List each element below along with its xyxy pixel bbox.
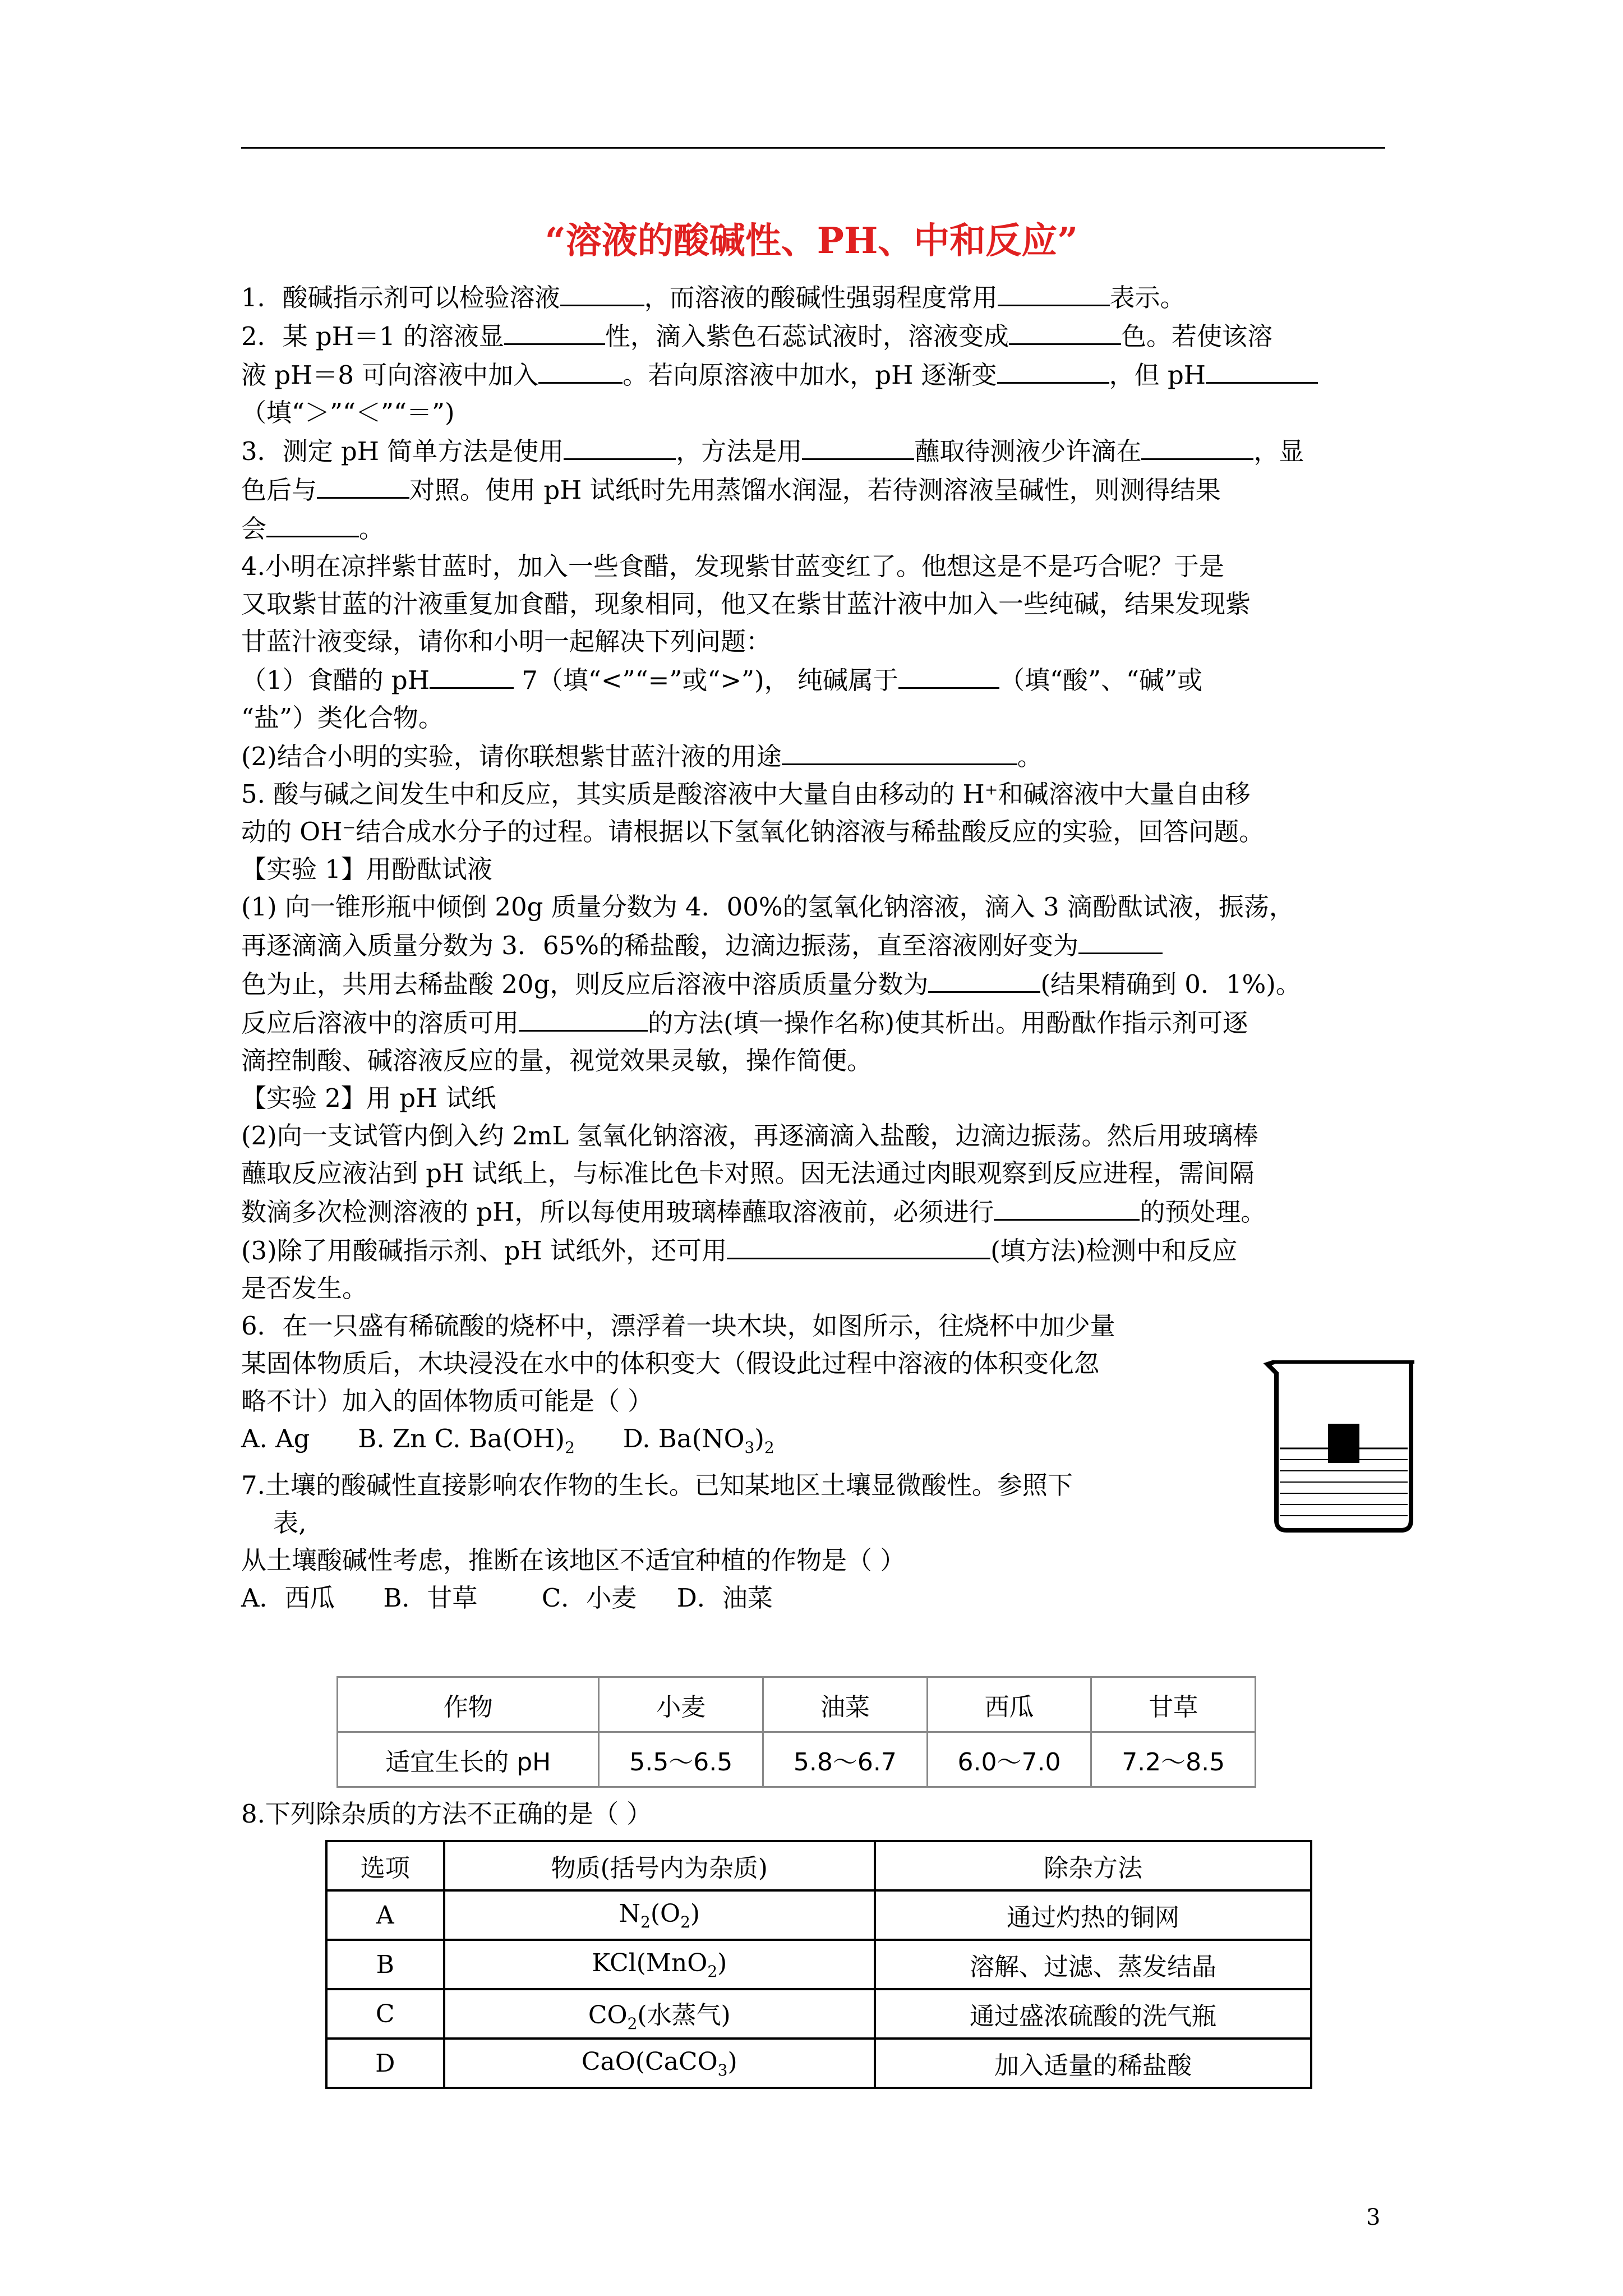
page-title: “溶液的酸碱性、PH、中和反应”	[545, 220, 1078, 262]
table-row	[338, 1677, 1256, 1732]
q5-line: 数滴多次检测溶液的 pH，所以每使用玻璃棒蘸取溶液前，必须进行 的预处理。	[241, 1192, 1385, 1231]
q4-line: 又取紫甘蓝的汁液重复加食醋，现象相同，他又在紫甘蓝汁液中加入一些纯碱，结果发现紫	[241, 589, 1251, 619]
table-row	[326, 2039, 1311, 2088]
q7-options: A．西瓜 B．甘草 C．小麦 D．油菜	[241, 1583, 773, 1613]
q2-line: （填“＞”“＜”“＝”)	[241, 398, 455, 427]
option-cell: B	[326, 1940, 444, 1989]
answer-blank[interactable]	[538, 355, 623, 384]
table-header-cell: 油菜	[763, 1677, 928, 1732]
table-header-cell: 作物	[338, 1677, 599, 1732]
answer-blank[interactable]	[1206, 355, 1318, 384]
table-row	[338, 1732, 1256, 1787]
answer-blank[interactable]	[1078, 926, 1163, 954]
table-header-cell: 甘草	[1091, 1677, 1256, 1732]
q5-line: 反应后溶液中的溶质可用 的方法(填一操作名称)使其析出。用酚酞作指示剂可逐	[241, 1003, 1385, 1042]
answer-blank[interactable]	[898, 660, 999, 689]
answer-blank[interactable]	[317, 470, 409, 499]
answer-blank[interactable]	[782, 737, 1017, 765]
q5-line: 色为止，共用去稀盐酸 20g，则反应后溶液中溶质质量分数为 (结果精确到 0．1%)。	[241, 964, 1385, 1003]
crop-ph-table	[336, 1676, 1256, 1788]
answer-blank[interactable]	[564, 431, 676, 460]
table-cell: 5.5～6.5	[599, 1732, 763, 1787]
q3-line: 3．测定 pH 简单方法是使用 ，方法是用 蘸取待测液少许滴在 ，显	[241, 431, 1385, 470]
answer-blank[interactable]	[504, 316, 605, 345]
q6-line: 某固体物质后，木块浸没在水中的体积变大（假设此过程中溶液的体积变化忽	[241, 1349, 1100, 1378]
answer-blank[interactable]	[1141, 431, 1253, 460]
answer-blank[interactable]	[994, 1192, 1140, 1221]
exp1-heading: 【实验 1】用酚酞试液	[241, 854, 492, 884]
answer-blank[interactable]	[802, 431, 914, 460]
q5-line: 是否发生。	[241, 1273, 368, 1303]
table-row	[326, 1890, 1311, 1940]
table-cell: 6.0～7.0	[927, 1732, 1091, 1787]
q7-line: 从土壤酸碱性考虑，推断在该地区不适宜种植的作物是（ ）	[241, 1545, 906, 1575]
beaker-with-wood-block-diagram	[1262, 1352, 1424, 1537]
answer-blank[interactable]	[430, 660, 514, 689]
table-row	[326, 1989, 1311, 2039]
option-cell: D	[326, 2039, 444, 2088]
q6-line: 6．在一只盛有稀硫酸的烧杯中，漂浮着一块木块，如图所示，往烧杯中加少量	[241, 1311, 1115, 1341]
answer-blank[interactable]	[727, 1231, 990, 1259]
substance-cell: $CO_2$(水蒸气)	[444, 1989, 875, 2039]
table-cell: 5.8～6.7	[763, 1732, 928, 1787]
q6-options: A. Ag B. Zn C. $Ba(OH)_2$ D. $Ba(NO_3)_2$	[241, 1424, 774, 1457]
q5-line: 滴控制酸、碱溶液反应的量，视觉效果灵敏，操作简便。	[241, 1046, 873, 1075]
table-row	[326, 1841, 1311, 1890]
q4-line: (2)结合小明的实验，请你联想紫甘蓝汁液的用途 。	[241, 737, 1385, 775]
method-cell: 溶解、过滤、蒸发结晶	[875, 1940, 1311, 1989]
q5-line: (1) 向一锥形瓶中倾倒 20g 质量分数为 4．00%的氢氧化钠溶液，滴入 3 滴酚酞试液，振荡，	[241, 892, 1294, 922]
method-cell: 加入适量的稀盐酸	[875, 2039, 1311, 2088]
answer-blank[interactable]	[266, 509, 359, 537]
question-body	[241, 278, 1385, 1617]
answer-blank[interactable]	[560, 278, 644, 306]
table-header-cell: 西瓜	[927, 1677, 1091, 1732]
wood-block	[1328, 1424, 1359, 1463]
method-cell: 通过盛浓硫酸的洗气瓶	[875, 1989, 1311, 2039]
q3-line: 会 。	[241, 509, 1385, 547]
answer-blank[interactable]	[997, 355, 1109, 384]
q5-line: 动的 OH⁻结合成水分子的过程。请根据以下氢氧化钠溶液与稀盐酸反应的实验，回答问题。	[241, 817, 1265, 846]
q5-line: 5. 酸与碱之间发生中和反应，其实质是酸溶液中大量自由移动的 H⁺和碱溶液中大量自由移	[241, 779, 1251, 809]
table-header-cell: 小麦	[599, 1677, 763, 1732]
table-header-cell: 除杂方法	[875, 1841, 1311, 1890]
q6-line: 略不计）加入的固体物质可能是（ ）	[241, 1386, 653, 1416]
q2-line: 2．某 pH＝1 的溶液显 性，滴入紫色石蕊试液时，溶液变成 色。若使该溶	[241, 316, 1385, 355]
substance-cell: CaO(CaCO$_3$)	[444, 2039, 875, 2088]
q7-line: 7.土壤的酸碱性直接影响农作物的生长。已知某地区土壤显微酸性。参照下	[241, 1470, 1073, 1500]
q3-line: 色后与 对照。使用 pH 试纸时先用蒸馏水润湿，若待测溶液呈碱性，则测得结果	[241, 470, 1385, 509]
q4-line: “盐”）类化合物。	[241, 703, 444, 733]
table-cell: 7.2～8.5	[1091, 1732, 1256, 1787]
answer-blank[interactable]	[519, 1003, 648, 1032]
answer-blank[interactable]	[1009, 316, 1121, 345]
q4-line: 4.小明在凉拌紫甘蓝时，加入一些食醋，发现紫甘蓝变红了。他想这是不是巧合呢？于是	[241, 551, 1224, 581]
option-cell: C	[326, 1989, 444, 2039]
q1-line: 1．酸碱指示剂可以检验溶液 ，而溶液的酸碱性强弱程度常用 表示。	[241, 278, 1385, 316]
method-cell: 通过灼热的铜网	[875, 1890, 1311, 1940]
q8-stem: 8.下列除杂质的方法不正确的是（ ）	[241, 1799, 652, 1829]
page-number: 3	[1366, 2205, 1381, 2230]
impurity-removal-table	[325, 1840, 1312, 2089]
q5-line: (3)除了用酸碱指示剂、pH 试纸外，还可用 (填方法)检测中和反应	[241, 1231, 1385, 1269]
q5-line: (2)向一支试管内倒入约 2mL 氢氧化钠溶液，再逐滴滴入盐酸，边滴边振荡。然后用玻璃棒	[241, 1121, 1258, 1151]
table-cell: 适宜生长的 pH	[338, 1732, 599, 1787]
substance-cell: $N_2(O_2)$	[444, 1890, 875, 1940]
answer-blank[interactable]	[998, 278, 1110, 306]
table-row	[326, 1940, 1311, 1989]
table-header-cell: 选项	[326, 1841, 444, 1890]
substance-cell: KCl(MnO$_2$)	[444, 1940, 875, 1989]
q5-line: 蘸取反应液沾到 pH 试纸上，与标准比色卡对照。因无法通过肉眼观察到反应进程，需间隔	[241, 1158, 1255, 1188]
q4-line: （1）食醋的 pH 7（填“<”“=”或“>”)， 纯碱属于 （填“酸”、“碱”或	[241, 660, 1385, 699]
q4-line: 甘蓝汁液变绿，请你和小明一起解决下列问题：	[241, 627, 772, 656]
exp2-heading: 【实验 2】用 pH 试纸	[241, 1083, 496, 1113]
q5-line: 再逐滴滴入质量分数为 3．65%的稀盐酸，边滴边振荡，直至溶液刚好变为	[241, 926, 1385, 964]
header-rule	[241, 147, 1385, 149]
q7-line: 表,	[273, 1508, 307, 1538]
answer-blank[interactable]	[928, 964, 1040, 993]
table-header-cell: 物质(括号内为杂质)	[444, 1841, 875, 1890]
option-cell: A	[326, 1890, 444, 1940]
q2-line: 液 pH＝8 可向溶液中加入 。若向原溶液中加水，pH 逐渐变 ，但 pH	[241, 355, 1385, 394]
